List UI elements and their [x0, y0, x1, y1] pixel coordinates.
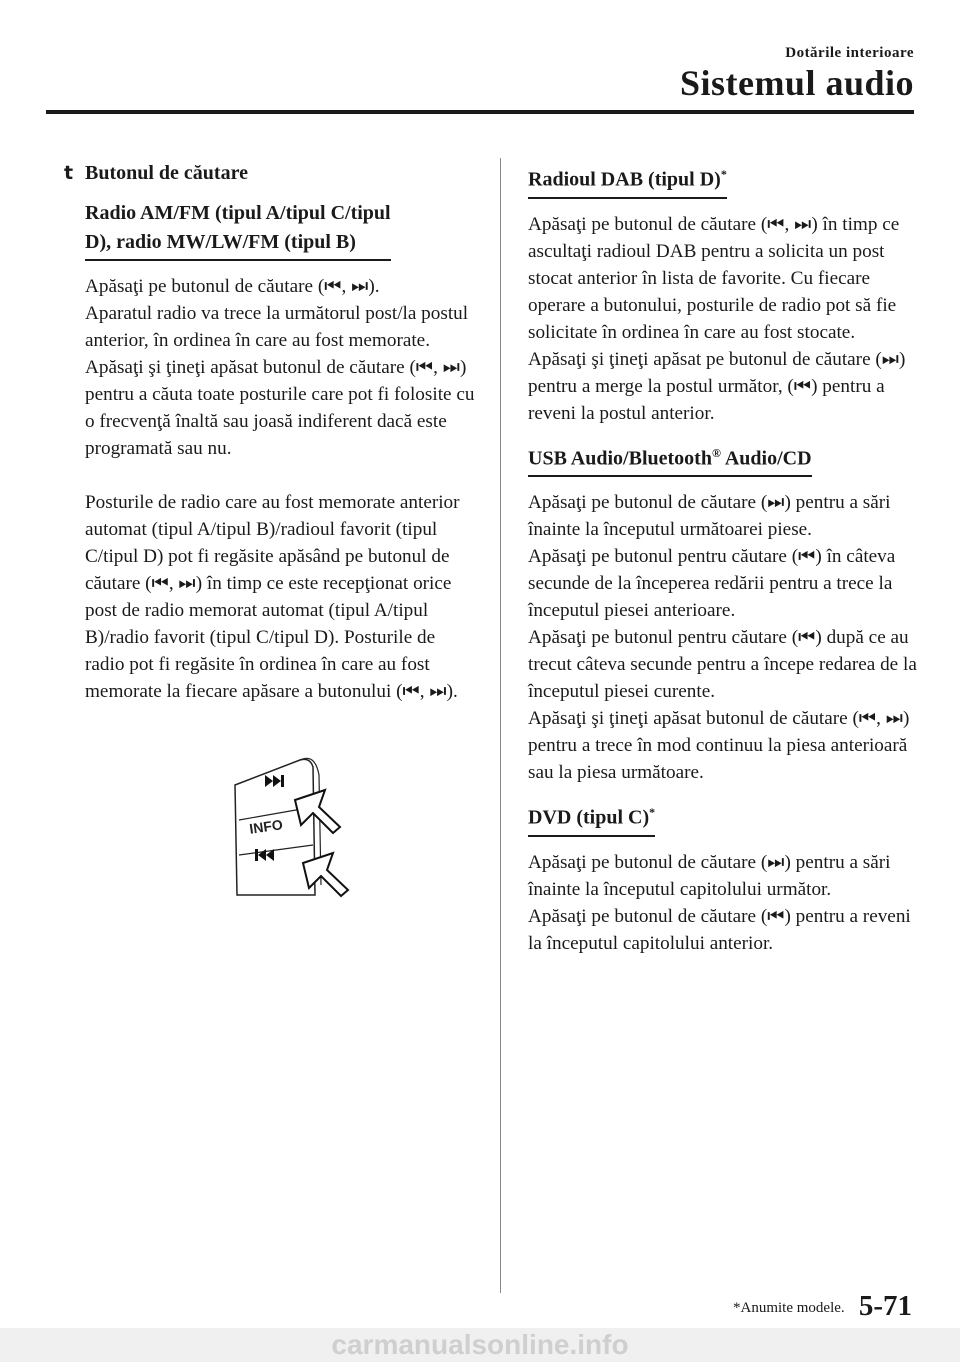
paragraph: Aparatul radio va trece la următorul post/la postul anterior, în ordinea în care au fost memorate.: [85, 303, 469, 351]
footnote-star: *: [720, 167, 727, 181]
usb-heading-text-b: Audio/CD: [720, 447, 812, 470]
left-column: [64, 160, 477, 915]
sub-heading-am-fm: [85, 199, 391, 261]
dab-heading-text: Radioul DAB (tipul D): [528, 168, 721, 191]
watermark: carmanualsonline.info: [0, 1328, 960, 1362]
sub-heading-line-1: Radio AM/FM (tipul A/tipul C/tipul: [85, 202, 391, 224]
paragraph: Apăsaţi pe butonul de căutare (⏮, ⏭) în timp ce ascultaţi radioul DAB pentru a solicita un post stocat anterior în lista de favorite. Cu fiecare operare a butonului, posturile de radio pot să fie solicitate în ordinea în care au fost stocate.: [528, 213, 900, 343]
section-title: [64, 160, 477, 187]
footnote: *Anumite modele.: [733, 1300, 845, 1316]
footnote-star: *: [649, 805, 656, 820]
sub-heading-dvd: [528, 798, 655, 837]
paragraph: Apăsaţi pe butonul de căutare (⏮, ⏭).: [85, 276, 380, 297]
registered-mark: ®: [711, 445, 721, 460]
paragraph: Apăsaţi pe butonul de căutare (⏮) pentru a reveni la începutul capitolului anterior.: [528, 905, 911, 954]
seek-button-illustration: [215, 745, 415, 915]
sub-heading-dab: [528, 160, 727, 199]
right-column: [528, 160, 920, 957]
info-label: INFO: [248, 816, 284, 837]
header-section-label: Dotările interioare: [785, 45, 914, 61]
dvd-heading-text: DVD (tipul C): [528, 806, 650, 829]
usb-heading-text: USB Audio/Bluetooth: [528, 447, 712, 470]
seek-button-diagram-icon: [215, 745, 415, 915]
header-title: Sistemul audio: [679, 63, 914, 103]
sub-heading-line-2: D), radio MW/LW/FM (tipul B): [85, 231, 356, 253]
section-title-text: Butonul de căutare: [85, 162, 248, 184]
paragraph: Apăsaţi pe butonul pentru căutare (⏮) după ce au trecut câteva secunde pentru a începe redarea de la începutul piesei curente.: [528, 627, 917, 703]
paragraph: Apăsaţi pe butonul de căutare (⏭) pentru a sări înainte la începutul capitolului următor.: [528, 851, 891, 900]
section-marker-icon: t: [64, 162, 74, 184]
paragraph: Posturile de radio care au fost memorate anterior automat (tipul A/tipul B)/radioul favorit (tipul C/tipul D) pot fi regăsite apăsând pe butonul de căutare (⏮, ⏭) în timp ce este recepţionat orice post de radio memorat automat (tipul A/tipul B)/radio favorit (tipul C/tipul D). Posturile de radio pot fi regăsite în ordinea în care au fost memorate la fiecare apăsare a butonului (⏮, ⏭).: [85, 492, 460, 702]
paragraph: Apăsaţi pe butonul de căutare (⏭) pentru a sări înainte la începutul următoarei piese.: [528, 492, 891, 541]
sub-heading-usb: [528, 439, 812, 478]
paragraph: Apăsaţi pe butonul pentru căutare (⏮) în câteva secunde de la începerea redării pentru a trece la începutul piesei anterioare.: [528, 546, 896, 622]
header-rule: [46, 110, 914, 114]
page-number: 5-71: [858, 1290, 912, 1322]
column-divider: [500, 158, 501, 1293]
paragraph: Apăsaţi şi ţineţi apăsat pe butonul de căutare (⏭) pentru a merge la postul următor, (⏮) pentru a reveni la postul anterior.: [528, 348, 906, 424]
paragraph: Apăsaţi şi ţineţi apăsat butonul de căutare (⏮, ⏭) pentru a căuta toate posturile care pot fi folosite cu o frecvenţă înaltă sau joasă indiferent dacă este programată sau nu.: [85, 357, 475, 459]
paragraph: Apăsaţi şi ţineţi apăsat butonul de căutare (⏮, ⏭) pentru a trece în mod continuu la piesa anterioară sau la piesa următoare.: [528, 708, 910, 784]
